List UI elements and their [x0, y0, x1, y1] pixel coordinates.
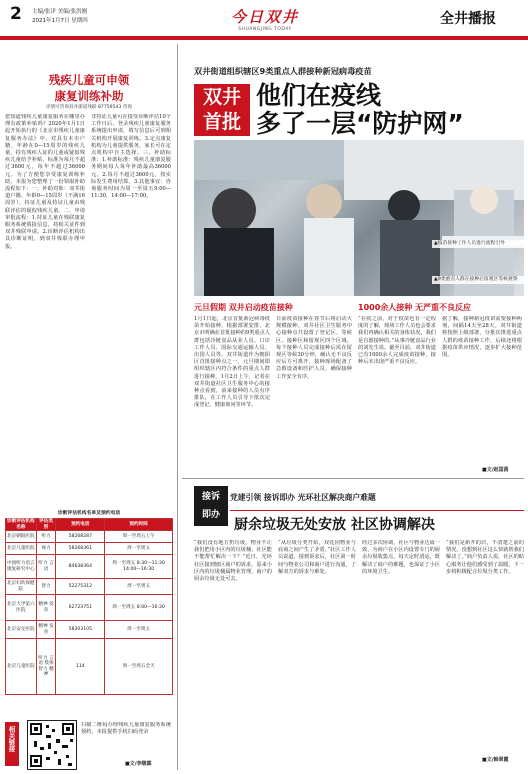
table-row — [6, 543, 173, 555]
subhead-1: 元旦假期 双井启动疫苗接种 — [194, 303, 293, 312]
editor-line: 主编/张洋 美编/张洪刚 — [32, 9, 87, 15]
table-header-cell: 预约时间 — [105, 519, 173, 531]
table-cell: 周一至周五 — [105, 579, 173, 595]
left-article-col2: 非持证儿童可在接受诊断评估10个工作日后，登录残疾儿童康复服务系统提出申请，填写信息后可到相关机构开展康复训练。3.定点康复机构为儿童提供服务，家长可在定点机构中自主选择。三、补助标准：1.补助标准：残疾儿童康复服务期间每人每年补助最高36000元。2.每月不超过3600元，按实际发生费用结算。3.其他事宜：咨询服务时间为周一至周五9:00—11:30，14:00—17:00。 — [91, 114, 171, 200]
table-row — [6, 531, 173, 543]
table-header-cell: 评估类别 — [36, 519, 56, 531]
main-headline-2: 多了一层“防护网” — [256, 109, 464, 138]
table-row — [6, 639, 173, 695]
section-divider — [182, 478, 524, 479]
main-col2: 日前疫苗接种在春节后将启动大规模接种。双井社区卫生服务中心接种点共设置了登记区、等候区、接种区和留观区四个区域，每个接种人员完成接种后需在留观区等候30分钟，确认无不良反应后方可离开。接种现场配备了急救设备和医护人员，确保接种工作安全有序。 — [276, 316, 352, 380]
table-cell: 智力 — [36, 579, 56, 595]
masthead-subtitle: SHUANGJING TODAY — [238, 27, 292, 32]
left-article-title-1: 残疾儿童可申领 — [48, 73, 130, 87]
table-cell: 北京儿童医院 — [6, 639, 37, 695]
table-cell: 听力 — [36, 531, 56, 543]
bottom-col3: 经过多次协调，社区与物业达成一致，为商户在小区内设置专门的厨余垃圾收集点，每天定时清运，既解决了商户的难题，也保证了小区的环境卫生。 — [362, 540, 440, 575]
table-cell: 周一至周五 — [105, 621, 173, 639]
bottom-headline-bar — [230, 510, 524, 511]
table-cell: 北京安定医院 — [6, 621, 37, 639]
photo-caption-top: ▲疫苗接种工作人员进行流程引导 — [432, 240, 526, 248]
related-link-tag — [5, 722, 19, 766]
main-col4: 据了解，接种新冠疫苗需要接种两剂，间隔14天至28天。双井街道将按照上级部署，分批次推进重点人群的疫苗接种工作，后续还将根据疫苗供应情况，逐步扩大接种范围。 — [442, 316, 522, 359]
table-cell: 周一至周五 — [105, 543, 173, 555]
main-headline-1: 他们在疫线 — [256, 81, 382, 110]
bottom-banner: 党建引领 接诉即办 光环社区解决商户难题 — [230, 493, 376, 502]
table-cell: 中国听力语言康复研究中心 — [6, 555, 37, 579]
table-cell: 听力 言语 — [36, 555, 56, 579]
badge-line-2: 首批 — [202, 111, 241, 133]
table-cell: 58303105 — [56, 621, 105, 639]
left-article-author: ■文/李继霖 — [125, 761, 152, 767]
table-cell: 周一至周五全天 — [105, 639, 173, 695]
bottom-headline: 厨余垃圾无处安放 社区协调解决 — [234, 517, 435, 533]
table-cell: 62723751 — [56, 595, 105, 621]
assessment-table — [5, 518, 173, 695]
table-cell: 114 — [56, 639, 105, 695]
main-article — [182, 44, 524, 476]
main-col3: “在疫之前，对于疫苗也有一定程度的了解，现场工作人员也会要求我们再确认相关的身体状况，我们是自愿接种的。”从事冷链食品行业的刘先生说。截至目前，双井街道已有1000余人完成疫苗接种，接种后未出现严重不良反应。 — [358, 316, 436, 366]
table-cell: 58268287 — [56, 531, 105, 543]
bottom-col1: “我们没有地方扔垃圾，物业不让我们把用小区内的垃圾桶，社区能不能帮忙解决一下？”近日，光环社区接到辖区商户的诉求，原来小区内的垃圾桶属物业管理，商户的厨余垃圾无处可去。 — [194, 540, 272, 583]
table-cell: 视力 — [36, 543, 56, 555]
table-cell: 北京大学第六医院 — [6, 595, 37, 621]
section-tag: 全井播报 — [440, 11, 496, 27]
bottom-col2: “从垃圾分类开始，双花园物业与底商之间产生了矛盾。”社区工作人员说道，接到诉求后，社区第一时间与物业公司和商户进行沟通，了解双方的诉求与难处。 — [278, 540, 356, 575]
table-row — [6, 595, 173, 621]
petition-tag-top: 接诉 — [201, 492, 220, 502]
table-cell: 北京朝阳医院 — [6, 531, 37, 543]
table-cell: 精神 发育 — [36, 595, 56, 621]
table-cell: 周一至周五上午 — [105, 531, 173, 543]
table-title: 诊断评估机构名单及预约电话 — [57, 511, 121, 516]
table-cell: 精神 发育 — [36, 621, 56, 639]
table-cell: 52275312 — [56, 579, 105, 595]
table-cell: 北京儿童医院 — [6, 543, 37, 555]
header-rule — [0, 36, 528, 40]
table-row — [6, 579, 173, 595]
table-header-row — [6, 519, 173, 531]
table-row — [6, 555, 173, 579]
table-cell: 周一至周五 8:00—16:30 — [105, 595, 173, 621]
headline-badge — [194, 84, 250, 136]
left-article-title-2: 康复训练补助 — [54, 89, 124, 103]
table-cell: 58268361 — [56, 543, 105, 555]
photo-caption-bottom: ▲9类重点人群在接种后留观区等候观察 — [432, 276, 526, 284]
page-number: 2 — [10, 4, 22, 24]
table-header-cell: 预约电话 — [56, 519, 105, 531]
table-cell: 听力 言语 肢体 智力 精神 — [36, 639, 56, 695]
table-cell: 周一至周五 8:30—11:30 14:00—16:30 — [105, 555, 173, 579]
bottom-article — [182, 480, 524, 770]
bottom-article-author: ■文/韩翠霞 — [482, 757, 509, 763]
date-line: 2021年1月7日 星期四 — [32, 18, 88, 24]
bottom-col4: “我们是新开的店，不清楚之前的情况，没想到社区这么快就帮我们解决了。”商户负责人说，社区的贴心服务让他们感受到了温暖，下一步将积极配合垃圾分类工作。 — [446, 540, 524, 575]
left-article-subtitle: 详情可咨询双井街道残联 87759543 咨询 — [45, 105, 133, 110]
main-col1: 1月1日起，北京首批新冠病毒疫苗开始接种，根据部署安排，北京市明确在首批接种的9类重点人群包括冷链食品从业人员、口岸工作人员、国际交通运输人员、出国人员等。双井街道作为朝阳区首批接种点之一，元旦期间即组织辖区内符合条件的重点人群进行接种。1月2日上午，记者在双井街道社区卫生服务中心的接种点看到，前来接种的人员有序排队，在工作人员引导下依次完成登记、健康询问等环节。 — [194, 316, 270, 409]
column-divider — [177, 44, 178, 770]
table-row — [6, 621, 173, 639]
main-kicker: 双井街道组织辖区9类重点人群接种新冠病毒疫苗 — [194, 66, 372, 76]
badge-line-1: 双井 — [202, 86, 241, 108]
masthead-title: 今日双井 — [230, 8, 299, 26]
related-link-label: 相关链接 — [7, 726, 16, 752]
masthead-logo — [205, 6, 325, 32]
main-article-author: ■文/赵国茵 — [482, 467, 509, 473]
subhead-2: 1000余人接种 无严重不良反应 — [358, 303, 472, 312]
table-cell: 北京妇幼保健院 — [6, 579, 37, 595]
qr-code[interactable] — [27, 720, 77, 770]
left-article — [5, 44, 173, 770]
table-header-cell: 诊断评估机构名称 — [7, 519, 35, 530]
petition-tag-bottom: 即办 — [201, 510, 220, 520]
table-cell: 84638364 — [56, 555, 105, 579]
main-photo — [194, 140, 524, 296]
petition-tag — [194, 486, 228, 526]
qr-caption: 扫描二维码办理残疾儿童康复服务系统预约，本报提供手机扫码登录 — [81, 722, 171, 736]
left-article-col1: 您知道残疾儿童康复服务在哪里办理有政策补贴吗？2020年1月1日起开始执行的《北京市残疾儿童康复服务办法》中，对具有本市户籍、年龄在0—15周岁的残疾儿童，持有残疾人证的儿童或疑似残疾儿童给予补贴，标准为每月不超过3600元，每年不超过36000元。为了方便您享受康复训练补助，本报为您整理了一份领取补助流程如下：一、补助对象：双井街道户籍、年龄0—15周岁（不满16周岁），持证儿童及持证儿童由残联评估的疑似残疾儿童。二、申请审批流程：1.持证儿童在残联康复服务系统填报信息，持相关证件到双井残联申请。2.诊断评估机构出具诊断证明，到双井残联办理申报。 — [5, 114, 85, 250]
